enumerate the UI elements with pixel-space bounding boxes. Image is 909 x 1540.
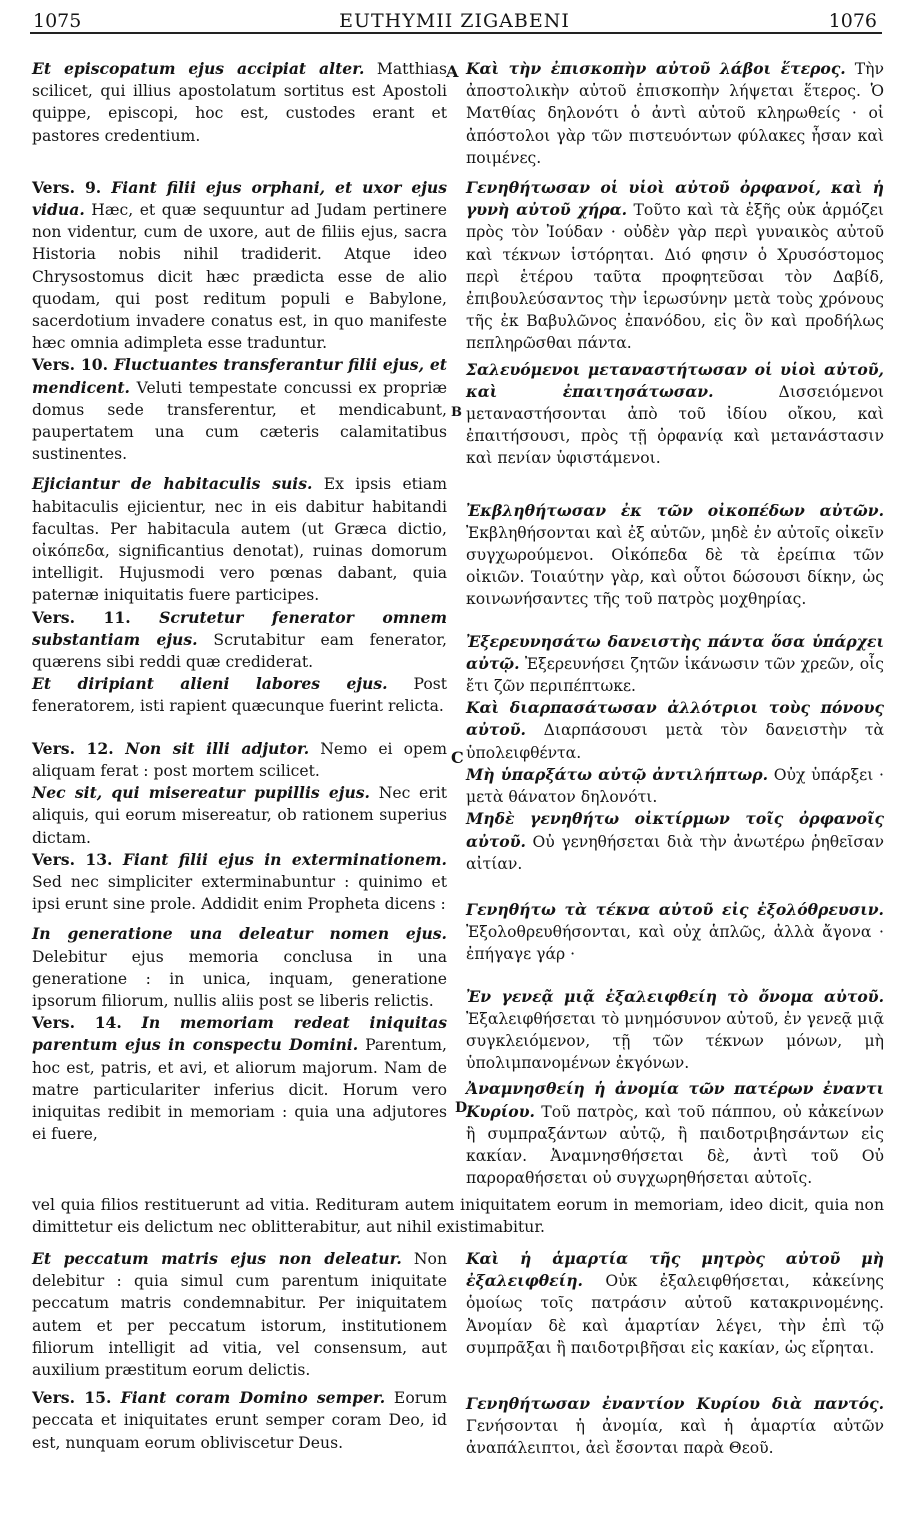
verse-label: Vers. 13. bbox=[32, 849, 113, 869]
greek-commentary: Διαρπάσουσι μετὰ τὸν δανειστὴν τὰ ὑπολειφθέντα. bbox=[466, 721, 884, 762]
page-number-left: 1075 bbox=[33, 10, 82, 32]
latin-commentary: Hæc, et quæ sequuntur ad Judam pertinere non videntur, cum de uxore, aut de filiis ejus, sacra Historia nobis nihil tradiderit. Atque ideo Chrysostomus dicit hæc prædicta esse de alio quodam, qui post reditum populi e Babylone, sacerdotium invadere conatus est, in quo manifeste hæc omnia adimpleta esse traduntur. bbox=[32, 201, 447, 353]
greek-lemma: Ἐν γενεᾷ μιᾷ ἐξαλειφθείη τὸ ὄνομα αὐτοῦ. bbox=[466, 986, 884, 1006]
margin-letter-c: C bbox=[451, 748, 464, 767]
latin-block bbox=[32, 1248, 447, 1381]
latin-lemma: Et diripiant alieni labores ejus. bbox=[32, 674, 388, 694]
greek-commentary: Γενήσονται ἡ ἀνομία, καὶ ἡ ἁμαρτία αὐτῶν ἀναπάλειπτοι, ἀεὶ ἔσονται παρὰ Θεοῦ. bbox=[466, 1417, 884, 1458]
greek-lemma: Μηδὲ γενηθήτω οἰκτίρμων τοῖς ὀρφανοῖς αὐτοῦ. bbox=[466, 809, 884, 851]
greek-commentary: Ἐκβληθήσονται καὶ ἐξ αὐτῶν, μηδὲ ἐν αὐτοῖς οἰκεῖν συγχωρούμενοι. Οἰκόπεδα δὲ τὰ ἐρείπια τῶν οἰκιῶν. Τοιαύτην γὰρ, καὶ οὗτοι δώσουσι δίκην, ὡς κοινωνήσαντες τῆς τοῦ πατρὸς μοχθηρίας. bbox=[466, 523, 884, 609]
greek-lemma: Γενηθήτω τὰ τέκνα αὐτοῦ εἰς ἐξολόθρευσιν. bbox=[466, 899, 884, 919]
greek-commentary: Τοῦτο καὶ τὰ ἑξῆς οὐκ ἁρμόζει πρὸς τὸν Ἰούδαν · οὐδὲν γὰρ περὶ γυναικὸς αὐτοῦ καὶ τέκνων ἱστόρηται. Διό φησιν ὁ Χρυσόστομος περὶ ἑτέρου ταῦτα προφητεῦσαι τὸν Δαβίδ, ἐπιβουλεύσαντος τὴν ἱερωσύνην μετὰ τοὺς χρόνους τῆς ἐκ Βαβυλῶνος ἐπανόδου, εἰς ὃν καὶ προδήλως πεπληρῶσθαι πάντα. bbox=[466, 201, 884, 353]
latin-block bbox=[32, 1012, 447, 1145]
latin-commentary: Nec erit aliquis, qui eorum misereatur, ob rationem superius dictam. bbox=[32, 784, 447, 847]
greek-block bbox=[466, 177, 884, 355]
latin-lemma: Scrutetur fenerator omnem substantiam ejus. bbox=[32, 607, 447, 649]
verse-label: Vers. 14. bbox=[32, 1013, 122, 1033]
greek-block bbox=[466, 808, 884, 875]
latin-commentary: Eorum peccata et iniquitates erunt semper coram Deo, id est, nunquam eorum obliviscetur Deus. bbox=[32, 1389, 447, 1452]
greek-block bbox=[466, 986, 884, 1075]
greek-lemma: Ἐκβληθήτωσαν ἐκ τῶν οἰκοπέδων αὐτῶν. bbox=[466, 500, 884, 520]
latin-commentary: Parentum, hoc est, patris, et avi, et aliorum majorum. Nam de matre particulariter inferius dicit. Horum vero iniquitas redibit in memoriam : quia una adjutores ei fuere, bbox=[32, 1036, 447, 1144]
latin-block bbox=[32, 782, 447, 849]
verse-label: Vers. 15. bbox=[32, 1388, 112, 1408]
greek-lemma: Σαλευόμενοι μεταναστήτωσαν οἱ υἱοὶ αὐτοῦ, καὶ ἐπαιτησάτωσαν. bbox=[466, 359, 884, 401]
greek-commentary: Ἐξερευνήσει ζητῶν ἱκάνωσιν τῶν χρεῶν, οἷς ἔτι ζῶν περιπέπτωκε. bbox=[466, 654, 884, 696]
latin-block bbox=[32, 177, 447, 355]
latin-block bbox=[32, 473, 447, 606]
verse-label: Vers. 12. bbox=[32, 738, 114, 758]
latin-lemma: In generatione una deleatur nomen ejus. bbox=[32, 924, 447, 944]
greek-commentary: Οὐ γενηθήσεται διὰ τὴν ἀνωτέρω ῥηθεῖσαν αἰτίαν. bbox=[466, 832, 884, 873]
header-rule bbox=[30, 32, 882, 34]
greek-commentary: Οὐκ ἐξαλειφθήσεται, κἀκείνης ὁμοίως τοῖς πατράσιν αὐτοῦ κατακρινομένης. Ἀνομίαν δὲ καὶ ἁμαρτίαν λέγει, τὴν ἐπὶ τῷ συμπρᾶξαι ἢ παιδοτριβῆσαι εἰς κακίαν, ὡς εἴρηται. bbox=[466, 1272, 884, 1357]
latin-lemma: Ejiciantur de habitaculis suis. bbox=[32, 474, 313, 494]
greek-commentary: Τοῦ πατρὸς, καὶ τοῦ πάππου, οὐ κἀκείνων ἢ συμπραξάντων αὐτῷ, ἢ παιδοτριβησάντων εἰς κακίαν. Ἀναμνησθήσεται δὲ, ἀντὶ τοῦ Οὐ παροραθήσεται οὐ συγχωρηθήσεται αὐτοῖς. bbox=[466, 1102, 884, 1188]
greek-lemma: Καὶ τὴν ἐπισκοπὴν αὐτοῦ λάβοι ἕτερος. bbox=[466, 59, 846, 78]
latin-lemma: Fiant filii ejus in exterminationem. bbox=[112, 849, 447, 869]
latin-block bbox=[32, 1387, 447, 1454]
greek-commentary: Ἐξολοθρευθήσονται, καὶ οὐχ ἁπλῶς, ἀλλὰ ἄγονα · ἐπήγαγε γάρ · bbox=[466, 923, 884, 964]
greek-lemma: Ἐξερευνησάτω δανειστὴς πάντα ὅσα ὑπάρχει αὐτῷ. bbox=[466, 631, 884, 673]
greek-block bbox=[466, 58, 884, 169]
margin-letter-a: A bbox=[446, 62, 459, 81]
greek-commentary: Δισσειόμενοι μεταναστήσονται ἀπὸ τοῦ ἰδίου οἴκου, καὶ ἐπαιτήσουσι, πρὸς τῇ ὀρφανίᾳ καὶ μετανάστασιν καὶ πενίαν ὑφιστάμενοι. bbox=[466, 382, 884, 468]
greek-block bbox=[466, 764, 884, 808]
latin-block bbox=[32, 607, 447, 674]
latin-commentary: Ex ipsis etiam habitaculis ejicientur, nec in eis dabitur habitandi facultas. Per habitacula autem (ut Græca dictio, οἰκόπεδα, significantius denotat), ruinas domorum intelligit. Hujusmodi vero pœnas dabant, quia paternæ iniquitatis fuere participes. bbox=[32, 475, 448, 605]
latin-lemma: Fiant filii ejus orphani, et uxor ejus vidua. bbox=[32, 177, 447, 220]
latin-block bbox=[32, 673, 447, 717]
greek-lemma: Καὶ διαρπασάτωσαν ἀλλότριοι τοὺς πόνους αὐτοῦ. bbox=[466, 698, 884, 740]
verse-label: Vers. 9. bbox=[32, 177, 102, 197]
latin-commentary: Non delebitur : quia simul cum parentum iniquitate peccatum matris condemnabitur. Per iniquitatem autem et per peccatum istorum, institutionem filiorum intelligit ad vitia, vel consensum, aut auxilium præstitum eorum delictis. bbox=[32, 1250, 447, 1380]
latin-commentary: Scrutabitur eam fenerator, quærens sibi reddi quæ crediderat. bbox=[32, 630, 447, 672]
greek-column-lower bbox=[466, 1248, 884, 1460]
greek-block bbox=[466, 697, 884, 764]
latin-commentary: Sed nec simpliciter exterminabuntur : quinimo et ipsi erunt sine prole. Addidit enim Propheta dicens : bbox=[32, 872, 447, 914]
greek-block bbox=[466, 359, 884, 470]
greek-block bbox=[466, 500, 884, 611]
greek-block bbox=[466, 899, 884, 966]
latin-lemma: Et episcopatum ejus accipiat alter. bbox=[32, 59, 365, 78]
latin-lemma: Nec sit, qui misereatur pupillis ejus. bbox=[32, 783, 370, 803]
margin-letter-b: B bbox=[451, 405, 462, 420]
greek-lemma: Μὴ ὑπαρξάτω αὐτῷ ἀντιλήπτωρ. bbox=[466, 764, 769, 784]
greek-lemma: Καὶ ἡ ἁμαρτία τῆς μητρὸς αὐτοῦ μὴ ἐξαλειφθείη. bbox=[466, 1249, 884, 1291]
latin-commentary: Delebitur ejus memoria conclusa in una generatione : in unica, inquam, generatione ipsorum filiorum, nullis aliis post se liberis relictis. bbox=[32, 947, 447, 1010]
latin-column-lower bbox=[32, 1248, 447, 1454]
latin-commentary: Nemo ei opem aliquam ferat : post mortem scilicet. bbox=[32, 739, 447, 780]
greek-lemma: Ἀναμνησθείη ἡ ἀνομία τῶν πατέρων ἐναντι Κυρίου. bbox=[466, 1079, 884, 1121]
greek-block bbox=[466, 631, 884, 698]
latin-block bbox=[32, 849, 447, 916]
greek-lemma: Γενηθήτωσαν οἱ υἱοὶ αὐτοῦ ὀρφανοί, καὶ ἡ γυνὴ αὐτοῦ χήρα. bbox=[466, 178, 884, 220]
latin-block bbox=[32, 58, 447, 147]
latin-block bbox=[32, 738, 447, 782]
latin-spanning-lines: vel quia filios restituerunt ad vitia. Redituram autem iniquitatem eorum in memoriam, ideo dicit, quia non dimittetur eis delictum nec oblitterabitur, aut nihil existimabitur. bbox=[32, 1196, 884, 1237]
greek-commentary: Τὴν ἀποστολικὴν αὐτοῦ ἐπισκοπὴν λήψεται ἕτερος. Ὁ Ματθίας δηλονότι ὁ ἀντὶ αὐτοῦ κληρωθείς · οἱ ἀπόστολοι γὰρ τῶν πιστευόντων φύλακες ἦσαν καὶ ποιμένες. bbox=[466, 60, 884, 167]
greek-block bbox=[466, 1393, 884, 1460]
latin-lemma: Fiant coram Domino semper. bbox=[111, 1388, 386, 1408]
greek-block bbox=[466, 1078, 884, 1189]
latin-block bbox=[32, 354, 447, 465]
page-number-right: 1076 bbox=[828, 10, 877, 32]
greek-commentary: Ἐξαλειφθήσεται τὸ μνημόσυνον αὐτοῦ, ἐν γενεᾷ μιᾷ συγκλειόμενον, τῇ τῶν τέκνων μόνων, μὴ ὑπολιμπανομένων ἐκγόνων. bbox=[466, 1009, 884, 1073]
latin-lemma: Et peccatum matris ejus non deleatur. bbox=[32, 1249, 402, 1268]
latin-commentary: Post feneratorem, isti rapient quæcunque fuerint relicta. bbox=[32, 675, 447, 716]
latin-lemma: Non sit illi adjutor. bbox=[113, 738, 310, 758]
latin-commentary: Matthias scilicet, qui illius apostolatum sortitus est Apostoli quippe, episcopi, hoc est, custodes erant et pastores credentium. bbox=[32, 60, 447, 145]
greek-lemma: Γενηθήτωσαν ἐναντίον Κυρίου διὰ παντός. bbox=[466, 1394, 884, 1414]
greek-block bbox=[466, 1248, 884, 1359]
latin-lemma: In memoriam redeat iniquitas parentum ejus in conspectu Domini. bbox=[32, 1013, 447, 1055]
verse-label: Vers. 11. bbox=[32, 607, 131, 627]
running-title: EUTHYMII ZIGABENI bbox=[339, 10, 570, 32]
margin-letter-d: D bbox=[455, 1100, 468, 1116]
greek-commentary: Οὐχ ὑπάρξει · μετὰ θάνατον δηλονότι. bbox=[466, 765, 884, 807]
latin-block bbox=[32, 923, 447, 1012]
latin-lemma: Fluctuantes transferantur filii ejus, et mendicent. bbox=[32, 355, 447, 397]
latin-commentary: Veluti tempestate concussi ex propriæ domus sede transferentur, et mendicabunt, paupertatem una cum cæteris calamitatibus sustinentes. bbox=[32, 378, 447, 464]
greek-column-upper bbox=[466, 58, 884, 1189]
verse-label: Vers. 10. bbox=[32, 355, 108, 375]
latin-column-upper bbox=[32, 58, 447, 1145]
